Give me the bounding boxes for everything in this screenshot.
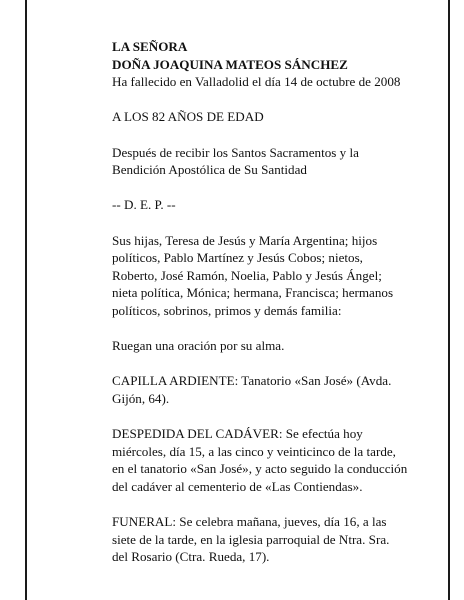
rip-line: -- D. E. P. -- [112,197,176,213]
obituary-notice [112,38,418,583]
family-line: políticos, sobrinos, primos y demás familia: [112,302,342,318]
farewell-line: miércoles, día 15, a las cinco y veinticinco de la tarde, [112,443,396,459]
prayer-line: Ruegan una oración por su alma. [112,338,285,354]
family-line: políticos, Pablo Martínez y Jesús Cobos; nietos, [112,250,363,266]
sacraments-line: Después de recibir los Santos Sacramentos y la [112,144,359,160]
title-block [112,38,418,91]
funeral-line: FUNERAL: Se celebra mañana, jueves, día 16, a las [112,514,387,530]
death-line: Ha fallecido en Valladolid el día 14 de octubre de 2008 [112,74,401,90]
family-line: Sus hijas, Teresa de Jesús y María Argentina; hijos [112,232,378,248]
chapel-line: CAPILLA ARDIENTE: Tanatorio «San José» (Avda. [112,373,392,389]
age-paragraph [112,108,418,126]
farewell-line: DESPEDIDA DEL CADÁVER: Se efectúa hoy [112,426,363,442]
sacraments-line: Bendición Apostólica de Su Santidad [112,162,307,178]
family-line: Roberto, José Ramón, Noelia, Pablo y Jesús Ángel; [112,267,382,283]
age-line: A LOS 82 AÑOS DE EDAD [112,109,264,125]
family-line: nieta política, Mónica; hermana, Francisca; hermanos [112,285,394,301]
deceased-name: DOÑA JOAQUINA MATEOS SÁNCHEZ [112,56,348,72]
chapel-paragraph [112,372,418,407]
funeral-line: del Rosario (Ctra. Rueda, 17). [112,549,270,565]
family-paragraph [112,232,418,320]
farewell-paragraph [112,425,418,495]
sacraments-paragraph [112,144,418,179]
prayer-paragraph [112,337,418,355]
farewell-line: en el tanatorio «San José», y acto seguido la conducción [112,461,408,477]
funeral-line: siete de la tarde, en la iglesia parroquial de Ntra. Sra. [112,531,390,547]
chapel-line: Gijón, 64). [112,390,170,406]
rip-paragraph [112,196,418,214]
farewell-line: del cadáver al cementerio de «Las Contiendas». [112,478,363,494]
funeral-paragraph [112,513,418,566]
heading: LA SEÑORA [112,39,188,54]
